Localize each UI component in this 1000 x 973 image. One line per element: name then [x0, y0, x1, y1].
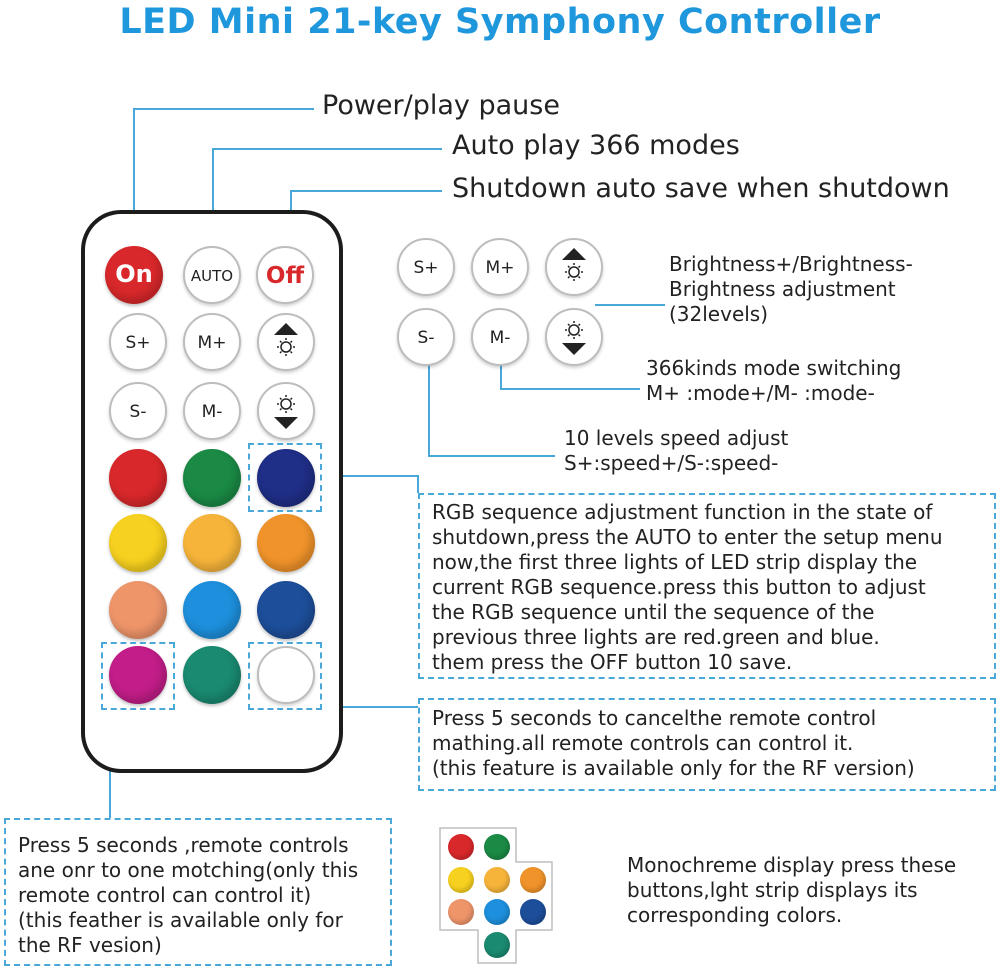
pair-note-line-4: (this feather is available only for [18, 908, 343, 932]
mode-down-label: M- [201, 402, 223, 422]
on-label: On [115, 260, 153, 288]
rgb-note-line-1: RGB sequence adjustment function in the state of [432, 500, 933, 524]
mode-desc-line-2: M+ :mode+/M- :mode- [646, 381, 875, 405]
mini-peach-button [448, 899, 474, 925]
mini-sky-blue-button [484, 899, 510, 925]
cancel-note-line-1: Press 5 seconds to cancelthe remote control [432, 706, 877, 730]
shutdown-callout: Shutdown auto save when shutdown [452, 173, 950, 204]
brightness-desc-line-2: Brightness adjustment [669, 277, 896, 301]
auto-callout: Auto play 366 modes [452, 130, 740, 161]
auto-label: AUTO [190, 267, 234, 285]
mode-up-label: M+ [197, 333, 227, 353]
monochrome-line-1: Monochreme display press these [627, 853, 957, 877]
brightness-desc-line-3: (32levels) [669, 302, 769, 326]
pair-note-line-2: ane onr to one motching(only this [18, 858, 359, 882]
mini-royal-blue-button [520, 899, 546, 925]
rgb-note-line-2: shutdown,press the AUTO to enter the setup menu [432, 525, 943, 549]
speed-desc-line-2: S+:speed+/S-:speed- [564, 451, 779, 475]
mini-teal-button [484, 932, 510, 958]
legend-speed-up-label: S+ [413, 258, 439, 278]
pair-note-line-5: the RF vesion) [18, 933, 162, 957]
monochrome-line-2: buttons,lght strip displays its [627, 878, 918, 902]
mini-red-button [448, 834, 474, 860]
cancel-note-line-3: (this feature is available only for the RF version) [432, 756, 915, 780]
mini-orange-button [520, 867, 546, 893]
rgb-note-line-3: now,the first three lights of LED strip display the [432, 550, 918, 574]
mode-desc-line-1: 366kinds mode switching [646, 356, 902, 380]
page-title: LED Mini 21-key Symphony Controller [119, 2, 881, 42]
mini-yellow-button [448, 867, 474, 893]
brightness-desc-line-1: Brightness+/Brightness- [669, 252, 913, 276]
rgb-note-line-7: them press the OFF button 10 save. [432, 650, 793, 674]
speed-desc-line-1: 10 levels speed adjust [564, 426, 789, 450]
mini-green-button [484, 834, 510, 860]
power-callout: Power/play pause [322, 90, 560, 121]
legend-mode-up-label: M+ [485, 258, 515, 278]
pair-note-line-3: remote control can control it) [18, 883, 312, 907]
pair-note-line-1: Press 5 seconds ,remote controls [18, 833, 349, 857]
monochrome-line-3: corresponding colors. [627, 903, 843, 927]
speed-up-label: S+ [125, 333, 151, 353]
legend-speed-down-label: S- [417, 328, 435, 348]
rgb-note-line-6: previous three lights are red.green and blue. [432, 625, 880, 649]
rgb-note-line-5: the RGB sequence until the sequence of the [432, 600, 875, 624]
off-label: Off [265, 263, 305, 289]
rgb-note-line-4: current RGB sequence.press this button to adjust [432, 575, 926, 599]
cancel-note-line-2: mathing.all remote controls can control it. [432, 731, 854, 755]
speed-down-label: S- [129, 402, 147, 422]
mini-amber-button [484, 867, 510, 893]
legend-mode-down-label: M- [489, 328, 511, 348]
